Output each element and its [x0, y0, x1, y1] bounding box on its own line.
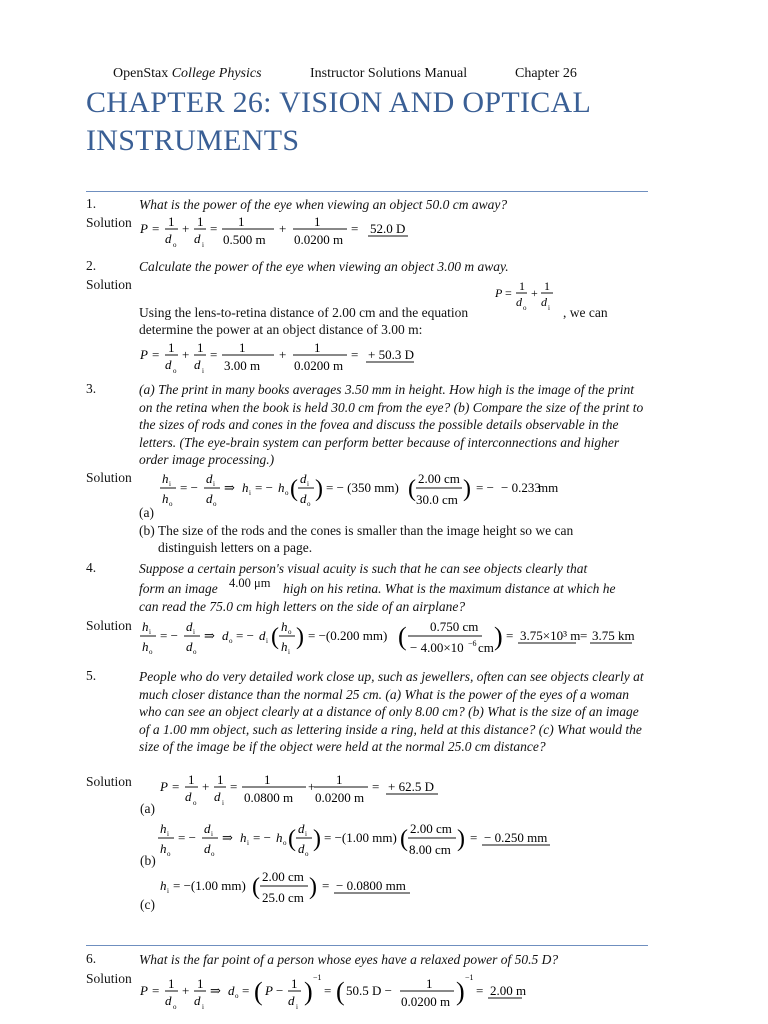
equation-4 [140, 618, 660, 664]
svg-text:0.0200 m: 0.0200 m [294, 358, 344, 373]
svg-text:d: d [194, 993, 201, 1008]
svg-text:d: d [206, 491, 213, 506]
svg-text:2.00 cm: 2.00 cm [418, 471, 460, 486]
svg-text:d: d [165, 993, 172, 1008]
svg-text:i: i [211, 830, 213, 838]
svg-text:o: o [149, 648, 153, 656]
svg-text:+: + [279, 347, 287, 362]
svg-text:1: 1 [336, 772, 343, 787]
answer-6: 2.00 m [490, 983, 527, 998]
svg-text:=: = [351, 221, 359, 236]
equation-3 [160, 470, 560, 516]
svg-text:i: i [167, 830, 169, 838]
svg-text:i: i [202, 1003, 204, 1011]
svg-text:d: d [194, 231, 201, 246]
problem-3-number: 3. [86, 381, 97, 396]
problem-5-text: People who do very detailed work close up, such as jewellers, often can see objects clearly at much closer distance than the normal 25 cm. (a) What is the power of the eyes of a woman who can see an object clearly at a distance of only 8.00 cm? (b) What is the size of an image of a 1.00 mm object, such as lettering inside a ring, held at this distance? (c) What would the size of the image be if the object were held at the normal 25.0 cm distance? [139, 669, 644, 754]
svg-text:P: P [495, 286, 503, 300]
svg-text:+: + [279, 221, 287, 236]
svg-text:h: h [162, 471, 169, 486]
equation-5a [158, 772, 458, 812]
svg-text:h: h [160, 821, 167, 836]
svg-text:=: = [152, 347, 160, 362]
svg-text:50.5 D −: 50.5 D − [346, 983, 392, 998]
divider-bottom [86, 945, 648, 946]
problem-4-text-2b: high on his retina. What is the maximum distance at which he [283, 581, 616, 596]
svg-text:=: = [152, 983, 160, 998]
problem-5-part-a-label: (a) [140, 801, 155, 816]
svg-text:): ) [456, 977, 465, 1006]
svg-text:= −: = − [160, 628, 178, 643]
svg-text:o: o [307, 500, 311, 508]
svg-text:P: P [140, 347, 148, 362]
svg-text:(: ( [271, 624, 279, 650]
header-manual: Instructor Solutions Manual [310, 66, 468, 81]
problem-4-text-3: can read the 75.0 cm high letters on the side of an airplane? [139, 599, 466, 614]
equation-5b [158, 820, 578, 866]
svg-text:1: 1 [168, 976, 175, 991]
svg-text:d: d [288, 993, 295, 1008]
svg-text:=: = [172, 779, 180, 794]
problem-3-part-b: (b) The size of the rods and the cones is smaller than the image height so we can [139, 523, 574, 538]
svg-text:d: d [541, 295, 547, 309]
svg-text:=: = [470, 830, 478, 845]
svg-text:d: d [516, 295, 522, 309]
svg-text:= −: = − [255, 480, 273, 495]
svg-text:d: d [300, 471, 307, 486]
svg-text:): ) [309, 874, 317, 900]
svg-text:(: ( [408, 476, 416, 502]
svg-text:h: h [281, 619, 288, 634]
svg-text:h: h [160, 841, 167, 856]
svg-text:): ) [304, 977, 313, 1006]
svg-text:2.00 cm: 2.00 cm [410, 821, 452, 836]
svg-text:d: d [222, 628, 229, 643]
svg-text:d: d [228, 983, 235, 998]
problem-2-body-2: determine the power at an object distance of 3.00 m: [139, 322, 423, 337]
problem-5-number: 5. [86, 668, 97, 683]
svg-text:= −: = − [178, 830, 196, 845]
svg-text:i: i [288, 648, 290, 656]
answer-5a: + 62.5 D [388, 779, 434, 794]
svg-text:= −(1.00 mm): = −(1.00 mm) [173, 878, 246, 893]
svg-text:o: o [288, 628, 292, 636]
svg-text:o: o [173, 241, 177, 249]
svg-text:+: + [182, 347, 190, 362]
answer-5c: − 0.0800 mm [336, 878, 406, 893]
problem-5-part-c-label: (c) [140, 897, 155, 912]
svg-text:d: d [194, 357, 201, 372]
svg-text:i: i [222, 799, 224, 807]
header-book-title: College Physics [171, 66, 262, 81]
svg-text:1: 1 [519, 279, 525, 293]
svg-text:1: 1 [168, 214, 175, 229]
svg-text:P: P [140, 983, 148, 998]
svg-text:d: d [185, 789, 192, 804]
svg-text:o: o [211, 850, 215, 858]
svg-text:i: i [169, 480, 171, 488]
svg-text:o: o [229, 637, 233, 645]
svg-text:1: 1 [197, 214, 204, 229]
svg-text:0.0800 m: 0.0800 m [244, 790, 294, 805]
svg-text:1: 1 [544, 279, 550, 293]
svg-text:d: d [259, 628, 266, 643]
svg-text:h: h [160, 878, 167, 893]
svg-text:3.00 m: 3.00 m [224, 358, 261, 373]
problem-2-body-1b: , we can [563, 305, 608, 320]
svg-text:o: o [193, 648, 197, 656]
svg-text:d: d [298, 821, 305, 836]
problem-2-text: Calculate the power of the eye when viewing an object 3.00 m away. [139, 259, 509, 274]
svg-text:=: = [506, 628, 514, 643]
svg-text:1: 1 [217, 772, 224, 787]
svg-text:(: ( [288, 826, 296, 852]
problem-6-text: What is the far point of a person whose eyes have a relaxed power of 50.5 D? [139, 952, 559, 967]
solution-2-label: Solution [86, 277, 132, 292]
svg-text:h: h [242, 480, 249, 495]
svg-text:d: d [298, 841, 305, 856]
svg-text:8.00 cm: 8.00 cm [409, 842, 451, 857]
svg-text:h: h [240, 830, 247, 845]
svg-text:2.00 cm: 2.00 cm [262, 869, 304, 884]
answer-4-km: 3.75 km [592, 628, 635, 643]
svg-text:=: = [580, 628, 588, 643]
svg-text:0.500 m: 0.500 m [223, 232, 266, 247]
svg-text:=: = [152, 221, 160, 236]
svg-text:h: h [281, 639, 288, 654]
svg-text:(: ( [400, 826, 408, 852]
svg-text:h: h [142, 639, 149, 654]
svg-text:+: + [202, 779, 210, 794]
svg-text:1: 1 [314, 214, 321, 229]
svg-text:i: i [193, 628, 195, 636]
svg-text:=: = [324, 983, 332, 998]
svg-text:d: d [206, 471, 213, 486]
svg-text:i: i [305, 830, 307, 838]
problem-4-number: 4. [86, 560, 97, 575]
svg-text:=: = [242, 983, 250, 998]
svg-text:h: h [276, 830, 283, 845]
svg-text:+: + [308, 779, 316, 794]
svg-text:d: d [214, 789, 221, 804]
svg-text:=: = [210, 347, 218, 362]
svg-text:0.0200 m: 0.0200 m [401, 994, 451, 1009]
svg-text:+: + [182, 221, 190, 236]
svg-text:d: d [165, 231, 172, 246]
svg-text:d: d [204, 841, 211, 856]
svg-text:o: o [167, 850, 171, 858]
svg-text:o: o [523, 304, 527, 312]
problem-4-text-2a: form an image [139, 581, 218, 596]
svg-text:(: ( [252, 874, 260, 900]
equation-6 [138, 970, 558, 1020]
svg-text:⇒: ⇒ [222, 830, 233, 845]
svg-text:mm: mm [538, 480, 559, 495]
svg-text:⇒: ⇒ [210, 983, 221, 998]
svg-text:i: i [202, 367, 204, 375]
problem-3-part-b-2: distinguish letters on a page. [158, 540, 313, 555]
svg-text:o: o [213, 500, 217, 508]
equation-2-inline [493, 279, 563, 317]
svg-text:=: = [351, 347, 359, 362]
svg-text:d: d [165, 357, 172, 372]
svg-text:o: o [305, 850, 309, 858]
solution-3-label: Solution [86, 470, 132, 485]
svg-text:=: = [210, 221, 218, 236]
svg-text:i: i [266, 637, 268, 645]
svg-text:= −(1.00 mm): = −(1.00 mm) [324, 830, 397, 845]
svg-text:−6: −6 [468, 639, 477, 648]
problem-3-text: (a) The print in many books averages 3.50 mm in height. How high is the image of the print on the retina when the book is held 30.0 cm from the eye? (b) Compare the size of the print to the sizes of rods and cones in the fovea and discuss the possible details observable in the letters. (The eye-brain system can perform better because of interconnections and higher order image processing.) [139, 382, 644, 467]
answer-3: − 0.233 [501, 480, 541, 495]
solution-6-label: Solution [86, 971, 132, 986]
header-book [113, 66, 262, 82]
problem-2-number: 2. [86, 258, 97, 273]
svg-text:o: o [169, 500, 173, 508]
svg-text:1: 1 [239, 340, 246, 355]
page-title [86, 84, 591, 160]
svg-text:h: h [162, 491, 169, 506]
svg-text:i: i [249, 489, 251, 497]
svg-text:P: P [265, 983, 273, 998]
svg-text:=: = [476, 983, 484, 998]
svg-text:(: ( [290, 476, 298, 502]
svg-text:o: o [285, 489, 289, 497]
divider-top [86, 191, 648, 192]
header-publisher: OpenStax [113, 66, 169, 81]
solution-5-label: Solution [86, 774, 132, 789]
svg-text:P: P [160, 779, 168, 794]
svg-text:0.0200 m: 0.0200 m [294, 232, 344, 247]
svg-text:30.0 cm: 30.0 cm [416, 492, 458, 507]
svg-text:i: i [296, 1003, 298, 1011]
svg-text:=: = [372, 779, 380, 794]
svg-text:= −: = − [476, 480, 494, 495]
svg-text:1: 1 [197, 340, 204, 355]
svg-text:i: i [167, 887, 169, 895]
svg-text:d: d [300, 491, 307, 506]
equation-2 [138, 340, 438, 380]
svg-text:1: 1 [168, 340, 175, 355]
svg-text:⇒: ⇒ [224, 480, 235, 495]
svg-text:o: o [173, 1003, 177, 1011]
svg-text:): ) [296, 624, 304, 650]
svg-text:i: i [247, 839, 249, 847]
answer-2: + 50.3 D [368, 347, 414, 362]
problem-2-body-1: Using the lens-to-retina distance of 2.00 cm and the equation [139, 305, 469, 320]
svg-text:0.750 cm: 0.750 cm [430, 619, 479, 634]
svg-text:=: = [230, 779, 238, 794]
svg-text:1: 1 [314, 340, 321, 355]
svg-text:= −(0.200 mm): = −(0.200 mm) [308, 628, 388, 643]
svg-text:i: i [307, 480, 309, 488]
svg-text:): ) [457, 826, 465, 852]
answer-5b: − 0.250 mm [484, 830, 548, 845]
svg-text:h: h [278, 480, 285, 495]
answer-1: 52.0 D [370, 221, 406, 236]
svg-text:= −: = − [253, 830, 271, 845]
title-line-2: INSTRUMENTS [86, 124, 300, 157]
equation-5c [158, 868, 458, 914]
svg-text:−: − [276, 983, 284, 998]
svg-text:+: + [182, 983, 190, 998]
svg-text:d: d [186, 639, 193, 654]
svg-text:= −: = − [180, 480, 198, 495]
svg-text:): ) [313, 826, 321, 852]
svg-text:1: 1 [197, 976, 204, 991]
title-line-1: CHAPTER 26: VISION AND OPTICAL [86, 86, 592, 119]
svg-text:i: i [149, 628, 151, 636]
svg-text:o: o [173, 367, 177, 375]
svg-text:(: ( [398, 622, 407, 651]
svg-text:1: 1 [238, 214, 245, 229]
svg-text:i: i [548, 304, 550, 312]
svg-text:i: i [202, 241, 204, 249]
problem-5-part-b-label: (b) [140, 853, 156, 868]
problem-1-text: What is the power of the eye when viewing an object 50.0 cm away? [139, 197, 508, 212]
solution-1-label: Solution [86, 215, 132, 230]
svg-text:1: 1 [188, 772, 195, 787]
svg-text:+: + [531, 286, 538, 300]
svg-text:⇒: ⇒ [204, 628, 215, 643]
answer-4-m: 3.75×10³ m [520, 628, 581, 643]
problem-6-number: 6. [86, 951, 97, 966]
svg-text:d: d [204, 821, 211, 836]
svg-text:): ) [463, 476, 471, 502]
svg-text:o: o [235, 992, 239, 1000]
svg-text:(: ( [336, 977, 345, 1006]
svg-text:P: P [140, 221, 148, 236]
svg-text:= −: = − [236, 628, 254, 643]
svg-text:): ) [315, 476, 323, 502]
svg-text:1: 1 [291, 976, 298, 991]
solution-4-label: Solution [86, 618, 132, 633]
svg-text:cm: cm [478, 640, 494, 655]
problem-4-image-height: 4.00 μm [229, 576, 271, 590]
problem-3-part-a-label: (a) [139, 505, 154, 520]
svg-text:0.0200 m: 0.0200 m [315, 790, 365, 805]
equation-1 [138, 214, 438, 254]
svg-text:− 4.00×10: − 4.00×10 [410, 640, 464, 655]
problem-4-text-1: Suppose a certain person's visual acuity is such that he can see objects clearly that [139, 561, 588, 576]
header-chapter: Chapter 26 [515, 66, 577, 81]
svg-text:): ) [494, 622, 503, 651]
svg-text:d: d [186, 619, 193, 634]
svg-text:−1: −1 [465, 973, 474, 982]
svg-text:1: 1 [264, 772, 271, 787]
problem-1-number: 1. [86, 196, 97, 211]
svg-text:=: = [322, 878, 330, 893]
svg-text:i: i [213, 480, 215, 488]
svg-text:= − (350 mm): = − (350 mm) [326, 480, 399, 495]
svg-text:o: o [193, 799, 197, 807]
svg-text:=: = [505, 286, 512, 300]
svg-text:−1: −1 [313, 973, 322, 982]
svg-text:(: ( [254, 977, 263, 1006]
svg-text:h: h [142, 619, 149, 634]
svg-text:1: 1 [426, 976, 433, 991]
svg-text:25.0 cm: 25.0 cm [262, 890, 304, 905]
svg-text:o: o [283, 839, 287, 847]
